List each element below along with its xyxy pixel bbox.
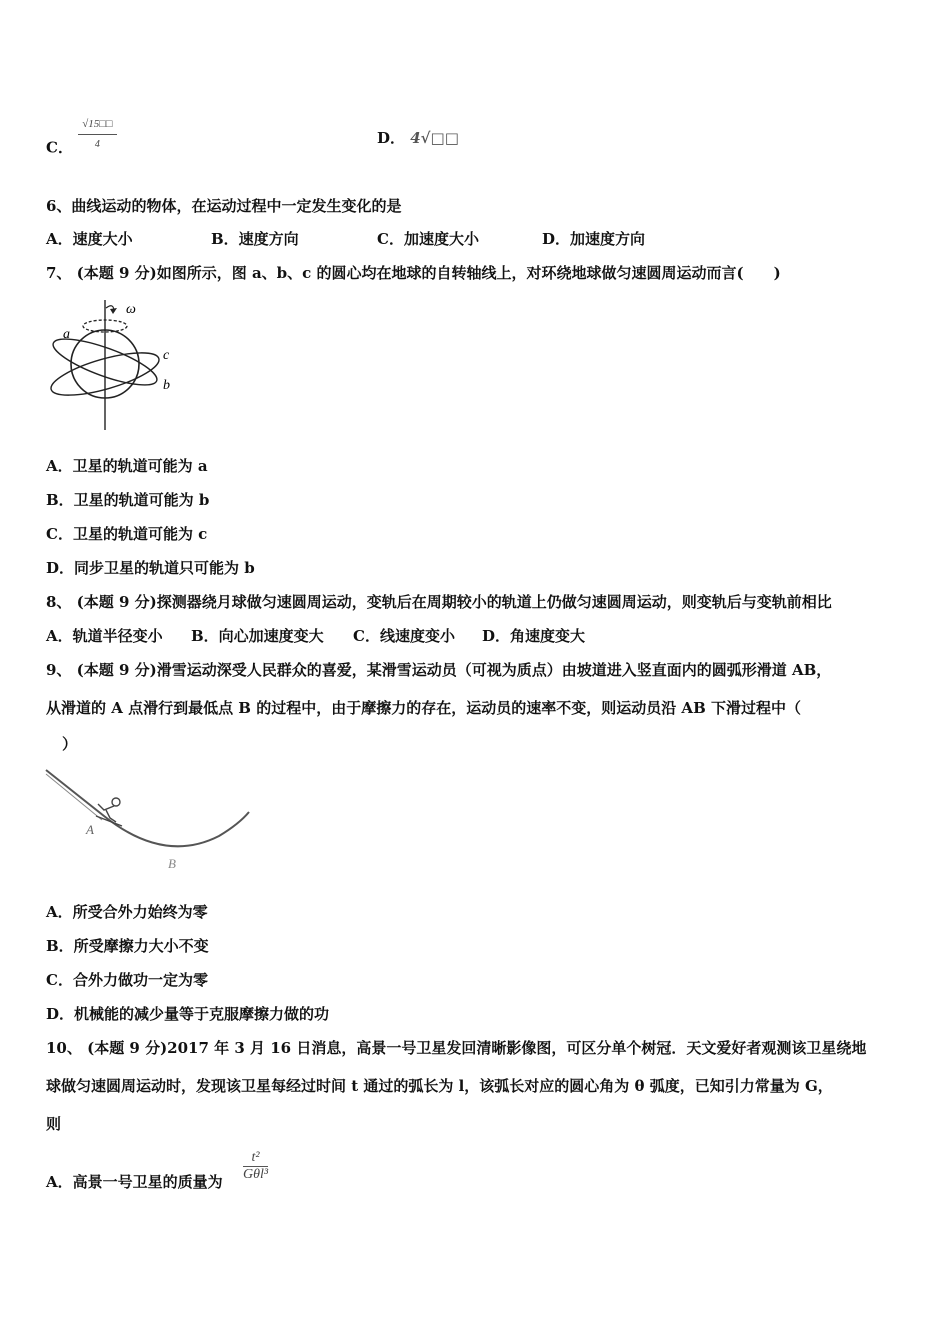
q8-option-a: A．轨道半径变小 (46, 627, 163, 645)
q10-option-a-text: A．高景一号卫星的质量为 (46, 1173, 223, 1191)
q8-stem: 8、 (本题 9 分)探测器绕月球做匀速圆周运动，变轨后在周期较小的轨道上仍做匀速圆周运动，则变轨后与变轨前相比 (46, 593, 832, 611)
q8-option-c: C．线速度变小 (353, 627, 455, 645)
q9-ski-slope-figure (44, 764, 254, 874)
q10-option-a (46, 1172, 223, 1192)
q9-stem-line2: 从滑道的 A 点滑行到最低点 B 的过程中，由于摩擦力的存在，运动员的速率不变，则运动员沿 AB 下滑过程中（ (46, 699, 801, 717)
prev-option-c-fraction (78, 114, 116, 155)
q6-option-b: B．速度方向 (211, 230, 299, 248)
q7-orbit-figure (44, 296, 184, 436)
q7-fig-label-a: a (63, 327, 70, 342)
prev-option-c (46, 118, 117, 169)
q6-option-d: D．加速度方向 (542, 230, 646, 248)
q9-option-b: B．所受摩擦力大小不变 (46, 937, 209, 955)
q9-stem-line1: 9、 (本题 9 分)滑雪运动深受人民群众的喜爱，某滑雪运动员（可视为质点）由坡道进入竖直面内的圆弧形滑道 AB， (46, 661, 832, 679)
q9-option-a: A．所受合外力始终为零 (46, 903, 208, 921)
q7-stem: 7、 (本题 9 分)如图所示，图 a、b、c 的圆心均在地球的自转轴线上，对环绕地球做匀速圆周运动而言( ) (46, 264, 781, 282)
q7-option-c: C．卫星的轨道可能为 c (46, 525, 208, 543)
q7-fig-label-b: b (163, 378, 170, 393)
q7-fig-label-c: c (163, 348, 170, 363)
q6-stem: 6、曲线运动的物体，在运动过程中一定发生变化的是 (46, 197, 402, 215)
prev-option-c-denominator: 4 (94, 139, 100, 150)
q6-option-c: C．加速度大小 (377, 230, 479, 248)
q10-stem-line3: 则 (46, 1115, 62, 1133)
prev-option-d-expr: 4√□□ (410, 129, 459, 147)
q8-option-b: B．向心加速度变大 (191, 627, 324, 645)
q9-option-c: C．合外力做功一定为零 (46, 971, 208, 989)
q10-stem-line1: 10、 (本题 9 分)2017 年 3 月 16 日消息，高景一号卫星发回清晰影像图，可区分单个树冠．天文爱好者观测该卫星绕地 (46, 1039, 867, 1057)
q9-stem-line3: ） (62, 735, 78, 753)
q7-option-a: A．卫星的轨道可能为 a (46, 457, 208, 475)
q10-option-a-fraction (243, 1150, 268, 1183)
q7-option-b: B．卫星的轨道可能为 b (46, 491, 210, 509)
q10-option-a-denominator: Gθl³ (243, 1167, 269, 1182)
q9-option-d: D．机械能的减少量等于克服摩擦力做的功 (46, 1005, 330, 1023)
q10-option-a-numerator: t² (243, 1150, 268, 1167)
prev-option-c-numerator: √15□□ (78, 114, 116, 135)
q10-stem-line2: 球做匀速圆周运动时，发现该卫星每经过时间 t 通过的弧长为 l，该弧长对应的圆心角为 θ 弧度，已知引力常量为 G， (46, 1077, 833, 1095)
q6-option-a: A．速度大小 (46, 230, 133, 248)
q8-option-d: D．角速度变大 (482, 627, 586, 645)
prev-option-d (377, 128, 459, 148)
q7-option-d: D．同步卫星的轨道只可能为 b (46, 559, 255, 577)
q7-fig-label-omega: ω (126, 302, 136, 317)
q9-fig-label-b: B (168, 856, 176, 871)
prev-option-c-label: C． (46, 138, 73, 157)
q9-fig-label-a: A (86, 822, 94, 837)
prev-option-d-label: D． (377, 129, 406, 147)
